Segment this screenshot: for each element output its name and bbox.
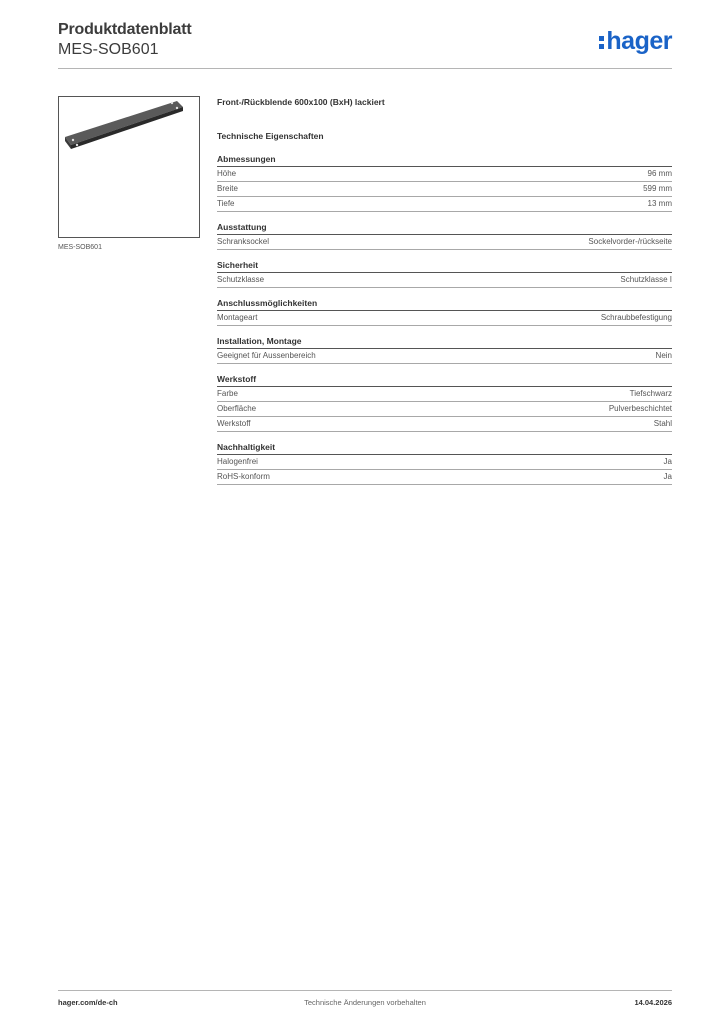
specification-sections	[217, 153, 672, 485]
section-title: Anschlussmöglichkeiten	[217, 297, 672, 311]
product-details	[217, 96, 672, 494]
spec-label: Halogenfrei	[217, 457, 258, 466]
product-name: Front-/Rückblende 600x100 (BxH) lackiert	[217, 97, 385, 107]
spec-section	[217, 297, 672, 326]
spec-row	[217, 402, 672, 417]
spec-label: Montageart	[217, 313, 258, 322]
footer-divider	[58, 990, 672, 991]
technical-properties-title: Technische Eigenschaften	[217, 131, 324, 141]
front-panel-plate-icon	[59, 97, 201, 239]
spec-value: Ja	[663, 472, 672, 481]
spec-label: Oberfläche	[217, 404, 257, 413]
spec-label: RoHS-konform	[217, 472, 270, 481]
spec-value: Stahl	[653, 419, 672, 428]
spec-label: Schranksockel	[217, 237, 270, 246]
spec-section	[217, 259, 672, 288]
spec-label: Höhe	[217, 169, 237, 178]
spec-label: Werkstoff	[217, 419, 251, 428]
spec-section	[217, 335, 672, 364]
spec-label: Tiefe	[217, 199, 235, 208]
spec-row	[217, 455, 672, 470]
spec-label: Geeignet für Aussenbereich	[217, 351, 316, 360]
section-title: Werkstoff	[217, 373, 672, 387]
spec-row	[217, 167, 672, 182]
spec-value: Sockelvorder-/rückseite	[588, 237, 672, 246]
logo-text: hager	[606, 27, 672, 55]
spec-row	[217, 470, 672, 485]
spec-row	[217, 273, 672, 288]
hager-logo	[599, 28, 672, 54]
spec-value: 599 mm	[643, 184, 672, 193]
spec-value: Tiefschwarz	[629, 389, 672, 398]
spec-label: Farbe	[217, 389, 238, 398]
spec-value: 13 mm	[647, 199, 672, 208]
spec-row	[217, 349, 672, 364]
footer-website-link[interactable]: hager.com/de-ch	[58, 998, 118, 1007]
spec-row	[217, 235, 672, 250]
spec-section	[217, 221, 672, 250]
section-title: Sicherheit	[217, 259, 672, 273]
spec-row	[217, 387, 672, 402]
spec-value: Schutzklasse I	[620, 275, 672, 284]
header-divider	[58, 68, 672, 69]
product-code: MES-SOB601	[58, 41, 159, 58]
spec-value: Pulverbeschichtet	[608, 404, 672, 413]
image-caption: MES-SOB601	[58, 244, 102, 251]
spec-value: Ja	[663, 457, 672, 466]
spec-label: Breite	[217, 184, 238, 193]
spec-section	[217, 441, 672, 485]
spec-value: Nein	[655, 351, 672, 360]
spec-section	[217, 153, 672, 212]
footer-note: Technische Änderungen vorbehalten	[304, 998, 426, 1007]
spec-row	[217, 311, 672, 326]
spec-value: 96 mm	[647, 169, 672, 178]
spec-row	[217, 417, 672, 432]
spec-value: Schraubbefestigung	[600, 313, 672, 322]
spec-section	[217, 373, 672, 432]
spec-row	[217, 197, 672, 212]
section-title: Installation, Montage	[217, 335, 672, 349]
document-title: Produktdatenblatt	[58, 21, 192, 38]
page-header	[58, 20, 672, 60]
product-image	[58, 96, 200, 238]
section-title: Nachhaltigkeit	[217, 441, 672, 455]
logo-dots-icon	[599, 36, 604, 49]
footer-date: 14.04.2026	[634, 998, 672, 1007]
spec-label: Schutzklasse	[217, 275, 265, 284]
section-title: Abmessungen	[217, 153, 672, 167]
spec-row	[217, 182, 672, 197]
section-title: Ausstattung	[217, 221, 672, 235]
